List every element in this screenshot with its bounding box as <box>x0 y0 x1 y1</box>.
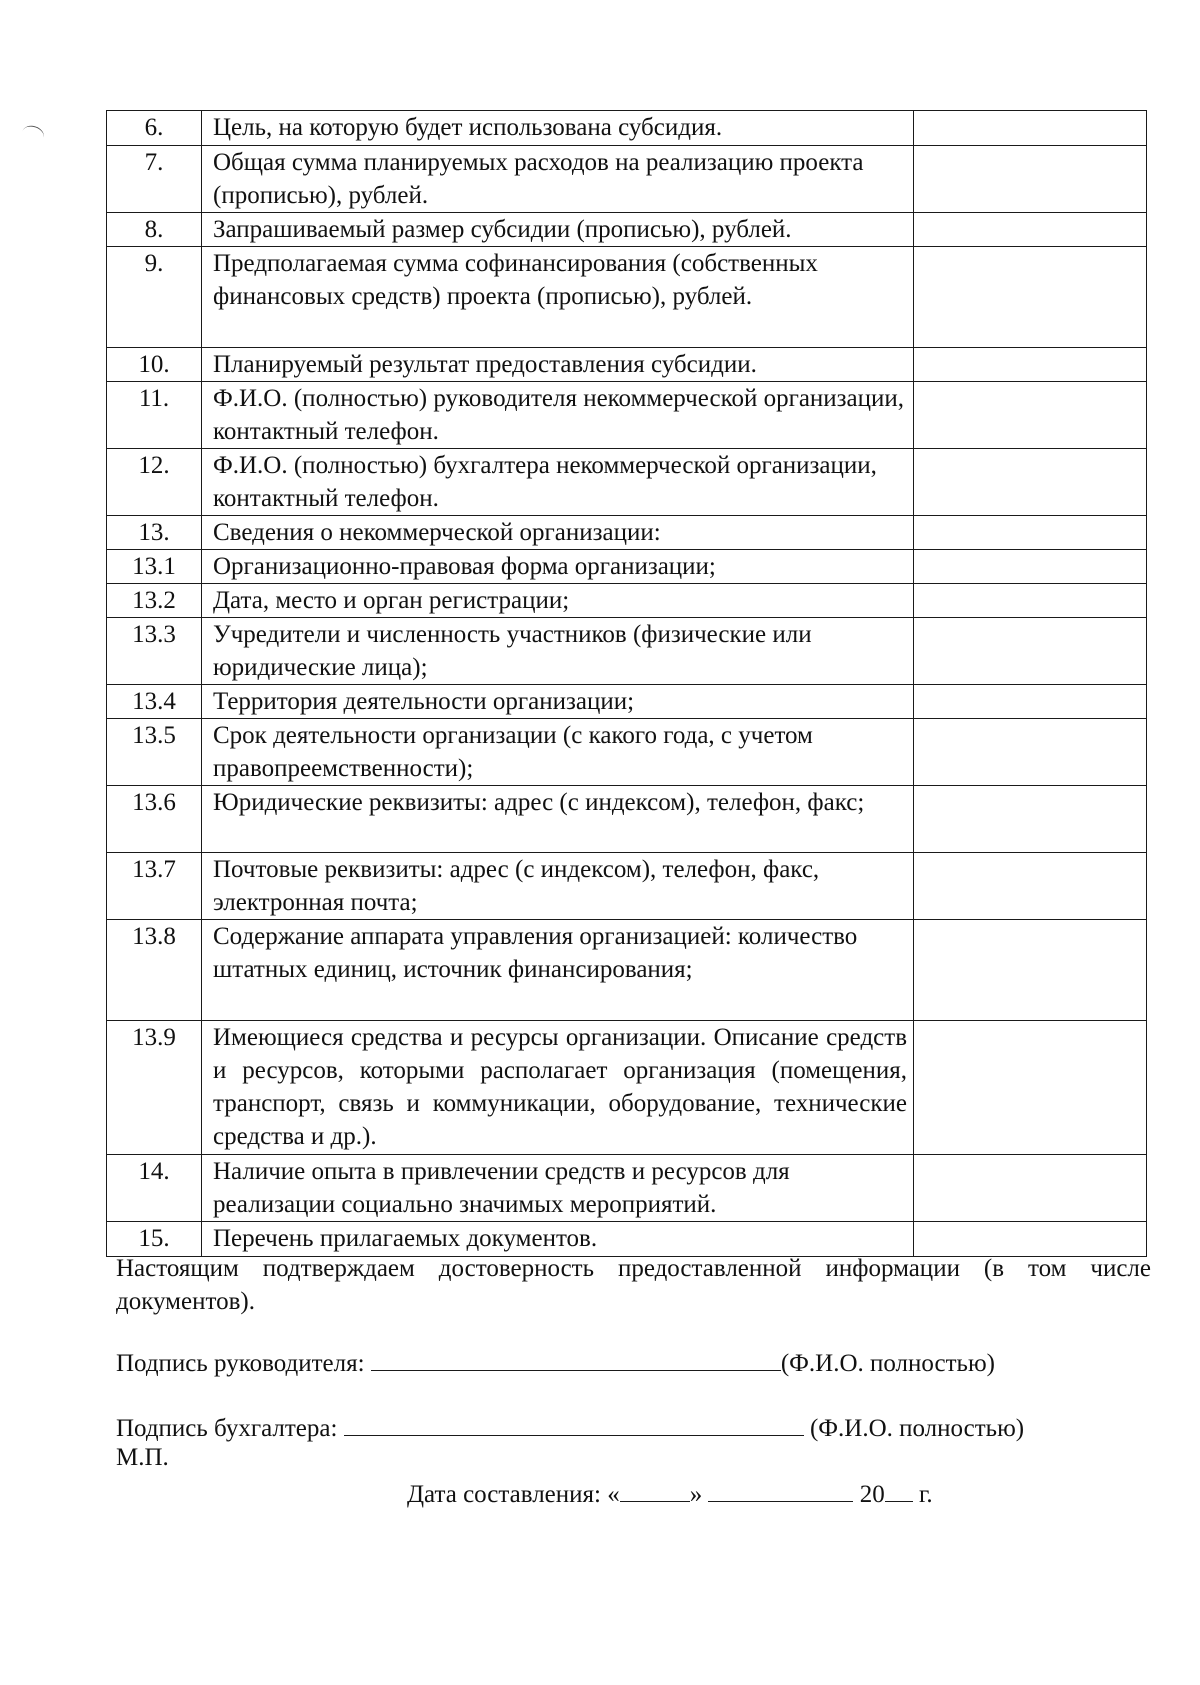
row-description: Организационно-правовая форма организации; <box>202 550 914 584</box>
row-description: Предполагаемая сумма софинансирования (собственных финансовых средств) проекта (прописью), рублей. <box>202 247 914 348</box>
row-description: Юридические реквизиты: адрес (с индексом), телефон, факс; <box>202 786 914 853</box>
form-table-body <box>107 111 1147 1257</box>
row-answer-cell[interactable] <box>914 685 1147 719</box>
row-answer-cell[interactable] <box>914 348 1147 382</box>
row-number: 14. <box>107 1155 202 1222</box>
row-description: Перечень прилагаемых документов. <box>202 1222 914 1257</box>
table-row <box>107 146 1147 213</box>
application-form-table <box>106 110 1147 1257</box>
row-description: Почтовые реквизиты: адрес (с индексом), телефон, факс, электронная почта; <box>202 853 914 920</box>
accountant-signature-suffix: (Ф.И.О. полностью) <box>809 1415 1025 1442</box>
table-row <box>107 786 1147 853</box>
row-answer-cell[interactable] <box>914 247 1147 348</box>
row-number: 9. <box>107 247 202 348</box>
row-number: 13. <box>107 516 202 550</box>
row-answer-cell[interactable] <box>914 111 1147 146</box>
row-answer-cell[interactable] <box>914 584 1147 618</box>
row-number: 15. <box>107 1222 202 1257</box>
table-row <box>107 1021 1147 1155</box>
date-day-field[interactable] <box>620 1477 690 1502</box>
row-answer-cell[interactable] <box>914 550 1147 584</box>
accountant-signature-field[interactable] <box>344 1411 804 1436</box>
row-number: 13.1 <box>107 550 202 584</box>
table-row <box>107 213 1147 247</box>
row-number: 12. <box>107 449 202 516</box>
row-number: 13.2 <box>107 584 202 618</box>
row-answer-cell[interactable] <box>914 382 1147 449</box>
table-row <box>107 348 1147 382</box>
accountant-signature-label: Подпись бухгалтера: <box>116 1415 338 1442</box>
table-row <box>107 550 1147 584</box>
row-number: 10. <box>107 348 202 382</box>
head-signature-field[interactable] <box>371 1346 781 1371</box>
accountant-signature-line <box>116 1411 1024 1444</box>
confirmation-statement: Настоящим подтверждаем достоверность предоставленной информации (в том числе документов). <box>116 1255 1151 1315</box>
row-description: Территория деятельности организации; <box>202 685 914 719</box>
row-number: 11. <box>107 382 202 449</box>
row-answer-cell[interactable] <box>914 920 1147 1021</box>
row-description: Учредители и численность участников (физические или юридические лица); <box>202 618 914 685</box>
margin-scan-mark <box>20 123 46 146</box>
date-label: Дата составления: « <box>407 1481 620 1508</box>
table-row <box>107 719 1147 786</box>
row-number: 13.7 <box>107 853 202 920</box>
row-answer-cell[interactable] <box>914 516 1147 550</box>
table-row <box>107 247 1147 348</box>
row-number: 8. <box>107 213 202 247</box>
row-answer-cell[interactable] <box>914 786 1147 853</box>
row-number: 13.4 <box>107 685 202 719</box>
head-signature-label: Подпись руководителя: <box>116 1350 365 1377</box>
row-number: 13.5 <box>107 719 202 786</box>
row-answer-cell[interactable] <box>914 146 1147 213</box>
date-year-field[interactable] <box>885 1477 913 1502</box>
date-year-suffix: г. <box>918 1481 933 1508</box>
row-description: Срок деятельности организации (с какого года, с учетом правопреемственности); <box>202 719 914 786</box>
table-row <box>107 584 1147 618</box>
row-answer-cell[interactable] <box>914 853 1147 920</box>
head-signature-line <box>116 1346 995 1379</box>
row-answer-cell[interactable] <box>914 618 1147 685</box>
table-row <box>107 516 1147 550</box>
table-row <box>107 111 1147 146</box>
row-number: 13.6 <box>107 786 202 853</box>
row-answer-cell[interactable] <box>914 449 1147 516</box>
row-answer-cell[interactable] <box>914 1155 1147 1222</box>
row-number: 13.9 <box>107 1021 202 1155</box>
row-description: Наличие опыта в привлечении средств и ресурсов для реализации социально значимых мероприятий. <box>202 1155 914 1222</box>
date-close-quote: » <box>689 1481 703 1508</box>
row-answer-cell[interactable] <box>914 213 1147 247</box>
row-description: Общая сумма планируемых расходов на реализацию проекта (прописью), рублей. <box>202 146 914 213</box>
row-description: Дата, место и орган регистрации; <box>202 584 914 618</box>
table-row <box>107 382 1147 449</box>
table-row <box>107 685 1147 719</box>
date-year-prefix: 20 <box>859 1481 885 1508</box>
row-description: Цель, на которую будет использована субсидия. <box>202 111 914 146</box>
row-answer-cell[interactable] <box>914 719 1147 786</box>
table-row <box>107 618 1147 685</box>
table-row <box>107 1155 1147 1222</box>
row-description: Ф.И.О. (полностью) руководителя некоммерческой организации, контактный телефон. <box>202 382 914 449</box>
row-description: Сведения о некоммерческой организации: <box>202 516 914 550</box>
head-signature-suffix: (Ф.И.О. полностью) <box>780 1350 995 1377</box>
stamp-place: М.П. <box>116 1444 169 1471</box>
row-description: Содержание аппарата управления организацией: количество штатных единиц, источник финансирования; <box>202 920 914 1021</box>
date-line <box>407 1477 933 1510</box>
table-row <box>107 449 1147 516</box>
row-number: 13.3 <box>107 618 202 685</box>
table-row <box>107 853 1147 920</box>
table-row <box>107 920 1147 1021</box>
row-number: 13.8 <box>107 920 202 1021</box>
row-answer-cell[interactable] <box>914 1021 1147 1155</box>
row-description: Имеющиеся средства и ресурсы организации. Описание средств и ресурсов, которыми располагает организация (помещения, транспорт, связь и коммуникации, оборудование, технические средства и др.). <box>202 1021 914 1155</box>
row-number: 7. <box>107 146 202 213</box>
row-number: 6. <box>107 111 202 146</box>
date-month-field[interactable] <box>708 1477 853 1502</box>
row-description: Ф.И.О. (полностью) бухгалтера некоммерческой организации, контактный телефон. <box>202 449 914 516</box>
row-description: Запрашиваемый размер субсидии (прописью), рублей. <box>202 213 914 247</box>
row-description: Планируемый результат предоставления субсидии. <box>202 348 914 382</box>
